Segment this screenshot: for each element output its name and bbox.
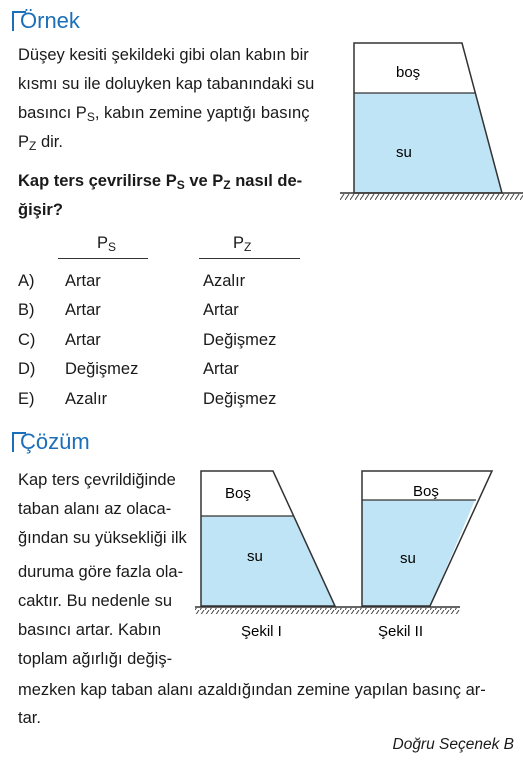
- solution-line-3: ğından su yüksekliği ilk: [18, 529, 187, 547]
- example-text-line-4: $P_Z$ dir.: [18, 133, 63, 153]
- solution-line-7: toplam ağırlığı değiş-: [18, 650, 173, 668]
- solution-line-6: basıncı artar. Kabın: [18, 621, 162, 639]
- option-b-letter: B): [18, 301, 35, 319]
- option-a-ps: Artar: [65, 272, 101, 290]
- fig2-water-fill: [362, 500, 475, 606]
- table-header-rule-2: [199, 258, 300, 259]
- option-e-pz: Değişmez: [203, 390, 277, 408]
- solution-title: Çözüm: [20, 429, 90, 454]
- example-container-figure: [340, 38, 523, 218]
- option-a-pz: Azalır: [203, 272, 246, 290]
- fig1-caption: Şekil I: [241, 623, 282, 640]
- solution-header-bar-v: [12, 432, 14, 452]
- solution-ground-hatch: [195, 608, 460, 614]
- pz-symbol: $P_Z$: [18, 133, 37, 153]
- example-header-bar-v: [12, 11, 14, 31]
- option-e-ps: Azalır: [65, 390, 108, 408]
- example-text-line-1: Düşey kesiti şekildeki gibi olan kabın bir: [18, 46, 309, 64]
- water-label: su: [396, 144, 412, 161]
- solution-line-5: caktır. Bu nedenle su: [18, 592, 173, 610]
- option-d-pz: Artar: [203, 360, 239, 378]
- solution-line-2: taban alanı az olaca-: [18, 500, 172, 518]
- option-c-pz: Değişmez: [203, 331, 277, 349]
- fig1-top-label: Boş: [225, 485, 251, 502]
- fig2-top-label: Boş: [413, 483, 439, 500]
- solution-line-9: tar.: [18, 709, 41, 727]
- solution-line-1: Kap ters çevrildiğinde: [18, 471, 176, 489]
- table-header-rule-1: [58, 258, 148, 259]
- ps-symbol: $P_S$: [75, 104, 95, 124]
- solution-figures: [195, 466, 523, 646]
- example-question-line-1: Kap ters çevrilirse $P_S$ ve $P_Z$ nasıl de-: [18, 172, 303, 192]
- option-e-letter: E): [18, 390, 35, 408]
- answer-text: Doğru Seçenek B: [392, 736, 514, 753]
- solution-line-4: duruma göre fazla ola-: [18, 563, 184, 581]
- fig1-water-label: su: [247, 548, 263, 565]
- option-b-pz: Artar: [203, 301, 239, 319]
- example-text-line-3: basıncı $P_S$, kabın zemine yaptığı basınç: [18, 104, 310, 124]
- option-d-ps: Değişmez: [65, 360, 139, 378]
- table-header-pz: $P_Z$: [233, 234, 252, 254]
- option-c-ps: Artar: [65, 331, 101, 349]
- fig2-caption: Şekil II: [378, 623, 424, 640]
- option-a-letter: A): [18, 272, 35, 290]
- table-header-ps: $P_S$: [97, 234, 117, 254]
- solution-line-8: mezken kap taban alanı azaldığından zemine yapılan basınç ar-: [18, 681, 486, 699]
- option-c-letter: C): [18, 331, 36, 349]
- fig2-water-label: su: [400, 550, 416, 567]
- example-text-line-2: kısmı su ile doluyken kap tabanındaki su: [18, 75, 315, 93]
- example-question-line-2: ğişir?: [18, 201, 63, 219]
- ground-hatch: [340, 194, 523, 200]
- option-b-ps: Artar: [65, 301, 101, 319]
- example-title: Örnek: [20, 8, 80, 33]
- top-label: boş: [396, 64, 421, 81]
- option-d-letter: D): [18, 360, 36, 378]
